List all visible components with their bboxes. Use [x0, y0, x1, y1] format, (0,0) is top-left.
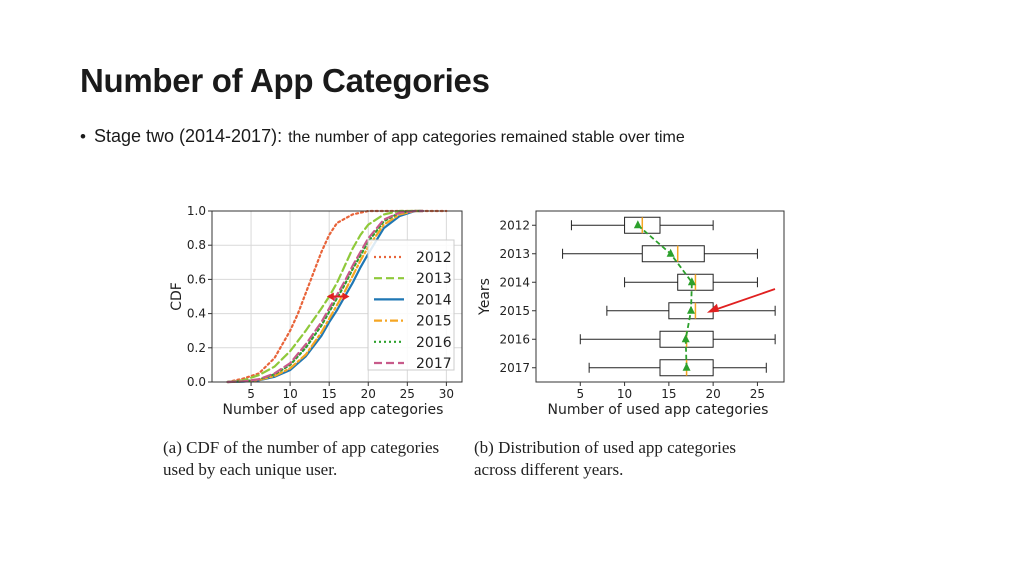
x-tick-label: 15: [321, 387, 337, 401]
y-tick-label: 2012: [499, 218, 530, 233]
caption-b-line2: across different years.: [474, 460, 624, 479]
y-tick-label: 2017: [499, 360, 530, 375]
y-tick-label: 2014: [499, 275, 530, 290]
x-tick-label: 5: [576, 387, 585, 401]
box-2013: [642, 246, 704, 262]
x-tick-label: 30: [438, 387, 455, 401]
y-tick-label: 0.0: [186, 375, 206, 389]
x-tick-label: 5: [247, 387, 255, 401]
y-tick-label: 0.4: [186, 306, 206, 321]
boxplot-chart: [477, 211, 784, 418]
y-tick-label: 2013: [499, 246, 530, 261]
legend-label-2014: 2014: [416, 292, 452, 309]
y-axis-label: Years: [477, 278, 493, 315]
legend-label-2015: 2015: [416, 313, 452, 330]
legend-label-2017: 2017: [416, 356, 452, 372]
caption-a-line2: used by each unique user.: [163, 460, 338, 479]
x-tick-label: 25: [399, 387, 415, 401]
caption-b: [474, 437, 804, 481]
x-tick-label: 25: [749, 387, 766, 401]
y-axis-label: CDF: [169, 282, 185, 311]
y-tick-label: 1.0: [186, 204, 206, 218]
bullet-text: the number of app categories remained stable over time: [288, 129, 685, 146]
x-tick-label: 15: [661, 387, 677, 401]
x-tick-label: 20: [360, 387, 376, 401]
x-tick-label: 20: [705, 387, 721, 401]
x-tick-label: 10: [282, 387, 298, 401]
slide-title: Number of App Categories: [80, 62, 490, 99]
legend-label-2012: 2012: [416, 250, 452, 266]
x-tick-label: 10: [616, 387, 633, 401]
caption-b-line1: (b) Distribution of used app categories: [474, 438, 737, 457]
x-axis-label: Number of used app categories: [222, 402, 444, 418]
plot-frame: [536, 211, 784, 382]
legend-label-2013: 2013: [416, 271, 452, 288]
cdf-chart: [169, 204, 462, 418]
y-tick-label: 2015: [499, 303, 530, 318]
y-tick-label: 0.8: [186, 238, 206, 253]
y-tick-label: 2016: [499, 332, 530, 347]
y-tick-label: 0.6: [186, 272, 206, 287]
caption-a: [163, 437, 473, 481]
y-tick-label: 0.2: [186, 340, 206, 355]
x-axis-label: Number of used app categories: [547, 402, 769, 418]
bullet-dot: •: [80, 127, 86, 146]
bullet-lead: Stage two (2014-2017):: [93, 126, 283, 146]
caption-a-line1: (a) CDF of the number of app categories: [163, 438, 440, 457]
legend-label-2016: 2016: [416, 334, 452, 351]
